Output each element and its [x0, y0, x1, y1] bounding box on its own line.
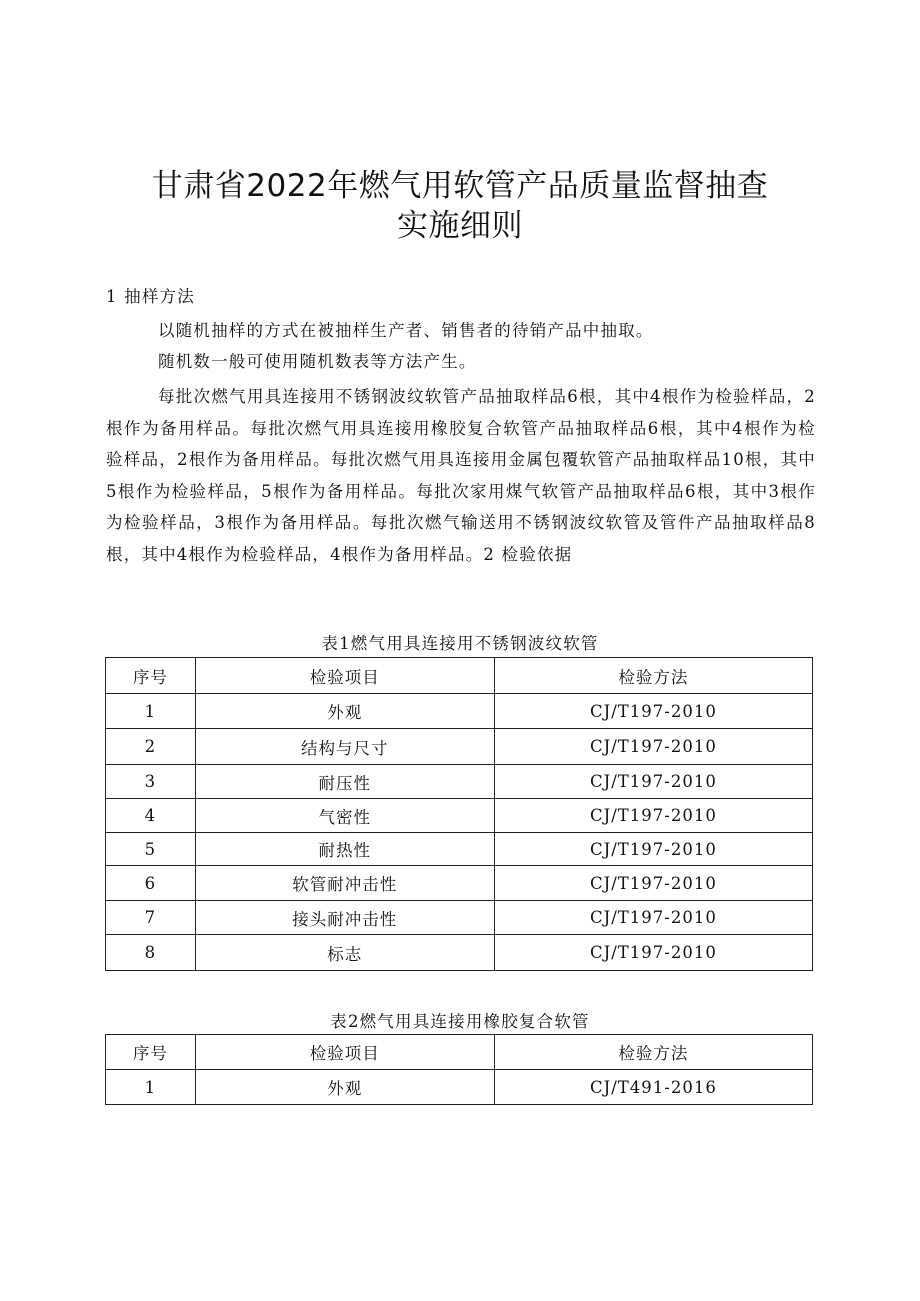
table-header-row	[106, 658, 813, 694]
table-row	[106, 833, 813, 866]
document-title-line1: 甘肃省2022年燃气用软管产品质量监督抽查	[151, 168, 769, 204]
table-cell: 7	[106, 901, 196, 935]
table-cell: CJ/T197-2010	[494, 901, 812, 935]
table-cell: 耐压性	[195, 765, 494, 799]
table-cell: 6	[106, 866, 196, 901]
paragraph-sampling-method: 以随机抽样的方式在被抽样生产者、销售者的待销产品中抽取。	[158, 321, 654, 340]
table-row	[106, 799, 813, 833]
table-cell: 1	[106, 694, 196, 729]
table-row	[106, 935, 813, 971]
header-cell: 序号	[106, 658, 196, 694]
table-cell: CJ/T197-2010	[494, 799, 812, 833]
table-row	[106, 694, 813, 729]
header-cell: 检验方法	[494, 1035, 812, 1070]
table-cell: 4	[106, 799, 196, 833]
table-cell: 标志	[195, 935, 494, 971]
table-row	[106, 901, 813, 935]
table-row	[106, 765, 813, 799]
header-cell: 检验项目	[195, 1035, 494, 1070]
header-cell: 检验方法	[494, 658, 812, 694]
table-cell: CJ/T197-2010	[494, 935, 812, 971]
table-cell: CJ/T491-2016	[494, 1070, 812, 1105]
table-cell: 2	[106, 729, 196, 765]
table-cell: 1	[106, 1070, 196, 1105]
table-cell: 结构与尺寸	[195, 729, 494, 765]
table-cell: 5	[106, 833, 196, 866]
table-cell: CJ/T197-2010	[494, 765, 812, 799]
table2	[105, 1034, 813, 1105]
header-cell: 序号	[106, 1035, 196, 1070]
table-row	[106, 1070, 813, 1105]
table-cell: CJ/T197-2010	[494, 866, 812, 901]
table-cell: 接头耐冲击性	[195, 901, 494, 935]
header-cell: 检验项目	[195, 658, 494, 694]
paragraph-random-number: 随机数一般可使用随机数表等方法产生。	[158, 352, 477, 371]
table-cell: 3	[106, 765, 196, 799]
section-heading-sampling: 1 抽样方法	[106, 287, 195, 306]
table-header-row	[106, 1035, 813, 1070]
table-cell: 耐热性	[195, 833, 494, 866]
table-cell: 气密性	[195, 799, 494, 833]
paragraph-sample-quantities: 每批次燃气用具连接用不锈钢波纹软管产品抽取样品6根，其中4根作为检验样品，2根作为备用样品。每批次燃气用具连接用橡胶复合软管产品抽取样品6根，其中4根作为检验样品，2根作为备用样品。每批次燃气用具连接用金属包覆软管产品抽取样品10根，其中5根作为检验样品，5根作为备用样品。每批次家用煤气软管产品抽取样品6根，其中3根作为检验样品，3根作为备用样品。每批次燃气输送用不锈钢波纹软管及管件产品抽取样品8根，其中4根作为检验样品，4根作为备用样品。2 检验依据	[106, 387, 816, 564]
table-cell: CJ/T197-2010	[494, 729, 812, 765]
table-row	[106, 866, 813, 901]
table-cell: 软管耐冲击性	[195, 866, 494, 901]
table-cell: 外观	[195, 694, 494, 729]
table-cell: 外观	[195, 1070, 494, 1105]
table-row	[106, 729, 813, 765]
table-cell: CJ/T197-2010	[494, 833, 812, 866]
table-cell: 8	[106, 935, 196, 971]
table2-caption: 表2燃气用具连接用橡胶复合软管	[330, 1012, 590, 1031]
table1	[105, 657, 813, 971]
table-cell: CJ/T197-2010	[494, 694, 812, 729]
table1-caption: 表1燃气用具连接用不锈钢波纹软管	[321, 634, 599, 653]
document-title-line2: 实施细则	[397, 208, 523, 244]
